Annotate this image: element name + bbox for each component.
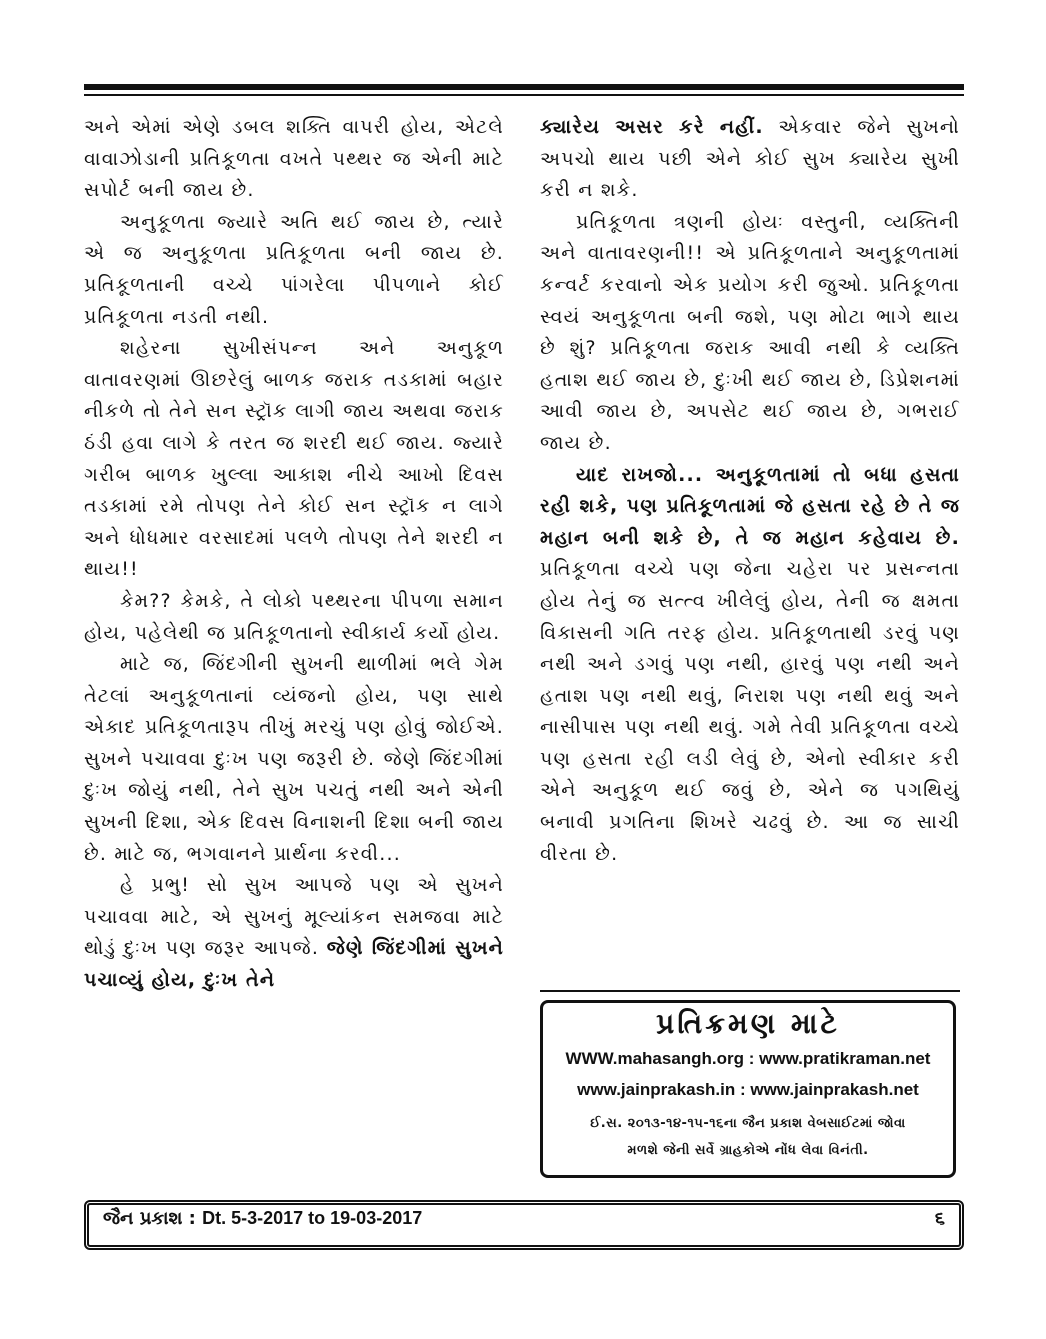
left-para-6-bold: જેણે જિંદગીમાં સુખને પચાવ્યું હોય, દુઃખ તેને [84,937,504,992]
right-para-1-plain: એકવાર જેને સુખનો અપચો થાય પછી એને કોઈ સુખ ક્યારેય સુખી કરી ન શકે. [540,116,960,202]
left-para-4: કેમ?? કેમકે, તે લોકો પથ્થરના પીપળા સમાન હોય, પહેલેથી જ પ્રતિકૂળતાનો સ્વીકાર્ય કર્યો હોય. [84,589,504,644]
right-para-1 [540,112,960,207]
page-number: ૬ [934,1208,945,1229]
top-rule-thin [84,94,964,96]
right-para-1-bold: ક્યારેય અસર કરે નહીં. [540,116,764,138]
box-separator-rule [540,990,960,992]
pratikraman-info-box [540,1000,956,1178]
footer-sep: : [182,1208,203,1229]
left-para-3: શહેરના સુખીસંપન્ન અને અનુકૂળ વાતાવરણમાં ઊછરેલું બાળક જરાક તડકામાં બહાર નીકળે તો તેને સન સ્ટ્રૉક લાગી જાય અથવા જરાક ઠંડી હવા લાગે કે તરત જ શરદી થઈ જાય. જ્યારે ગરીબ બાળક ખુલ્લા આકાશ નીચે આખો દિવસ તડકામાં રમે તોપણ તેને કોઈ સન સ્ટ્રૉક ન લાગે અને ધોધમાર વરસાદમાં પલળે તોપણ તેને શરદી ન થાય!! [84,337,504,581]
box-note-line-1: ઈ.સ. ૨૦૧૩-૧૪-૧૫-૧૬ના જૈન પ્રકાશ વેબસાઈટમાં જોવા [590,1116,906,1131]
box-links-line-1[interactable]: WWW.mahasangh.org : www.pratikraman.net [565,1049,931,1068]
box-note [543,1110,953,1164]
footer-publication [103,1208,422,1229]
footer-pub-name: જૈન પ્રકાશ [103,1208,183,1229]
right-para-3 [540,460,960,871]
right-para-2: પ્રતિકૂળતા ત્રણની હોયઃ વસ્તુની, વ્યક્તિની અને વાતાવરણની!! એ પ્રતિકૂળતાને અનુકૂળતામાં કન્વર્ટ કરવાનો એક પ્રયોગ કરી જુઓ. પ્રતિકૂળતા સ્વયં અનુકૂળતા બની જશે, પણ મોટા ભાગે થાય છે શું? પ્રતિકૂળતા જરાક આવી નથી કે વ્યક્તિ હતાશ થઈ જાય છે, દુઃખી થઈ જાય છે, ડિપ્રેશનમાં આવી જાય છે, અપસેટ થઈ જાય છે, ગભરાઈ જાય છે. [540,210,960,454]
left-column [84,112,504,997]
page-footer [84,1200,964,1250]
right-para-3-bold: યાદ રાખજો... અનુકૂળતામાં તો બધા હસતા રહી શકે, પણ પ્રતિકૂળતામાં જે હસતા રહે છે તે જ મહાન બની શકે છે, તે જ મહાન કહેવાય છે. [540,463,960,549]
left-para-5: માટે જ, જિંદગીની સુખની થાળીમાં ભલે ગેમ તેટલાં અનુકૂળતાનાં વ્યંજનો હોય, પણ સાથે એકાદ પ્રતિકૂળતારૂપ તીખું મરચું પણ હોવું જોઈએ. સુખને પચાવવા દુઃખ પણ જરૂરી છે. જેણે જિંદગીમાં દુઃખ જોયું નથી, તેને સુખ પચતું નથી અને એની સુખની દિશા, એક દિવસ વિનાશની દિશા બની જાય છે. માટે જ, ભગવાનને પ્રાર્થના કરવી... [84,653,504,865]
left-para-1: અને એમાં એણે ડબલ શક્તિ વાપરી હોય, એટલે વાવાઝોડાની પ્રતિકૂળતા વખતે પથ્થર જ એની માટે સપોર્ટ બની જાય છે. [84,116,504,202]
box-title: પ્રતિક્રમણ માટે [656,1007,840,1040]
top-rule-thick [84,84,964,90]
left-para-6 [84,870,504,996]
right-column [540,112,960,870]
right-para-3-plain: પ્રતિકૂળતા વચ્ચે પણ જેના ચહેરા પર પ્રસન્નતા હોય તેનું જ સત્ત્વ ખીલેલું હોય, તેની જ ક્ષમતા વિકાસની ગતિ તરફ હોય. પ્રતિકૂળતાથી ડરવું પણ નથી અને ડગવું પણ નથી, હારવું પણ નથી અને હતાશ પણ નથી થવું, નિરાશ પણ નથી થવું અને નાસીપાસ પણ નથી થવું. ગમે તેવી પ્રતિકૂળતા વચ્ચે પણ હસતા રહી લડી લેવું છે, એનો સ્વીકાર કરી એને અનુકૂળ થઈ જવું છે, એને જ પગથિયું બનાવી પ્રગતિના શિખરે ચઢવું છે. આ જ સાચી વીરતા છે. [540,558,960,865]
box-note-line-2: મળશે જેની સર્વે ગ્રાહકોએ નોંધ લેવા વિનંતી. [627,1143,869,1158]
left-para-6-plain: હે પ્રભુ! સો સુખ આપજે પણ એ સુખને પચાવવા માટે, એ સુખનું મૂલ્યાંકન સમજવા માટે થોડું દુઃખ પણ જરૂર આપજે. [84,874,504,960]
box-links-line-2[interactable]: www.jainprakash.in : www.jainprakash.net [577,1080,919,1099]
footer-date: Dt. 5-3-2017 to 19-03-2017 [202,1208,423,1228]
left-para-2: અનુકૂળતા જ્યારે અતિ થઈ જાય છે, ત્યારે એ જ અનુકૂળતા પ્રતિકૂળતા બની જાય છે. પ્રતિકૂળતાની વચ્ચે પાંગરેલા પીપળાને કોઈ પ્રતિકૂળતા નડતી નથી. [84,210,504,328]
